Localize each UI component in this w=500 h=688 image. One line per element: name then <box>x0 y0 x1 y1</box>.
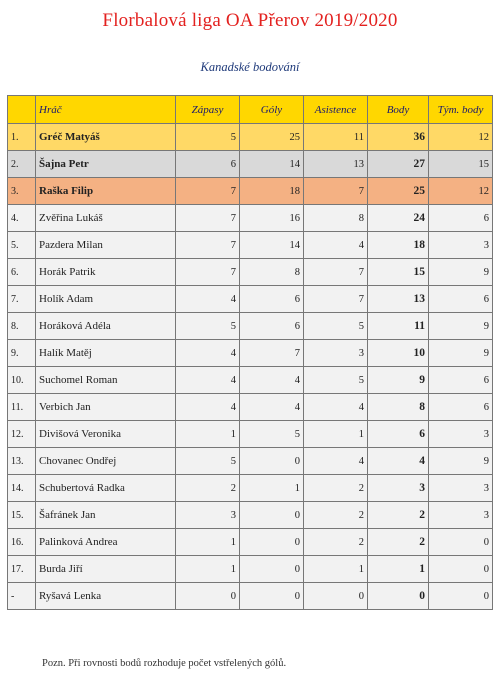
cell-rank: 7. <box>8 286 36 313</box>
cell-points: 6 <box>368 421 429 448</box>
cell-assists: 2 <box>304 475 368 502</box>
cell-goals: 8 <box>240 259 304 286</box>
cell-points: 3 <box>368 475 429 502</box>
cell-matches: 2 <box>176 475 240 502</box>
cell-rank: 4. <box>8 205 36 232</box>
header-player: Hráč <box>36 96 176 124</box>
header-rank <box>8 96 36 124</box>
cell-assists: 2 <box>304 502 368 529</box>
cell-player-name: Burda Jiří <box>36 556 176 583</box>
cell-goals: 18 <box>240 178 304 205</box>
cell-assists: 1 <box>304 421 368 448</box>
cell-rank: 9. <box>8 340 36 367</box>
cell-team-points: 3 <box>429 502 493 529</box>
cell-matches: 1 <box>176 556 240 583</box>
cell-goals: 0 <box>240 583 304 610</box>
cell-goals: 14 <box>240 151 304 178</box>
cell-points: 2 <box>368 502 429 529</box>
cell-assists: 11 <box>304 124 368 151</box>
cell-matches: 4 <box>176 394 240 421</box>
cell-assists: 0 <box>304 583 368 610</box>
cell-goals: 4 <box>240 367 304 394</box>
cell-points: 0 <box>368 583 429 610</box>
cell-points: 4 <box>368 448 429 475</box>
header-points: Body <box>368 96 429 124</box>
cell-points: 11 <box>368 313 429 340</box>
cell-rank: 14. <box>8 475 36 502</box>
cell-player-name: Palinková Andrea <box>36 529 176 556</box>
table-row <box>8 205 493 232</box>
cell-team-points: 9 <box>429 448 493 475</box>
table-row <box>8 340 493 367</box>
table-row <box>8 232 493 259</box>
cell-assists: 7 <box>304 178 368 205</box>
header-assists: Asistence <box>304 96 368 124</box>
table-row <box>8 367 493 394</box>
cell-points: 2 <box>368 529 429 556</box>
cell-goals: 1 <box>240 475 304 502</box>
cell-assists: 2 <box>304 529 368 556</box>
cell-goals: 5 <box>240 421 304 448</box>
cell-team-points: 3 <box>429 232 493 259</box>
table-row <box>8 394 493 421</box>
cell-goals: 6 <box>240 313 304 340</box>
cell-rank: 10. <box>8 367 36 394</box>
cell-player-name: Holík Adam <box>36 286 176 313</box>
cell-player-name: Ryšavá Lenka <box>36 583 176 610</box>
cell-matches: 7 <box>176 178 240 205</box>
cell-matches: 5 <box>176 124 240 151</box>
header-matches: Zápasy <box>176 96 240 124</box>
cell-matches: 1 <box>176 529 240 556</box>
cell-matches: 7 <box>176 205 240 232</box>
cell-points: 13 <box>368 286 429 313</box>
table-row <box>8 151 493 178</box>
cell-assists: 3 <box>304 340 368 367</box>
cell-rank: 13. <box>8 448 36 475</box>
table-row <box>8 583 493 610</box>
cell-player-name: Schubertová Radka <box>36 475 176 502</box>
cell-matches: 1 <box>176 421 240 448</box>
cell-goals: 25 <box>240 124 304 151</box>
cell-assists: 8 <box>304 205 368 232</box>
cell-goals: 16 <box>240 205 304 232</box>
cell-player-name: Pazdera Milan <box>36 232 176 259</box>
footnote: Pozn. Při rovnosti bodů rozhoduje počet vstřelených gólů. <box>42 658 287 669</box>
cell-points: 15 <box>368 259 429 286</box>
table-row <box>8 502 493 529</box>
cell-assists: 7 <box>304 259 368 286</box>
cell-team-points: 3 <box>429 421 493 448</box>
cell-rank: 5. <box>8 232 36 259</box>
cell-player-name: Šajna Petr <box>36 151 176 178</box>
cell-team-points: 9 <box>429 259 493 286</box>
table-row <box>8 475 493 502</box>
cell-rank: 1. <box>8 124 36 151</box>
cell-team-points: 0 <box>429 556 493 583</box>
cell-goals: 6 <box>240 286 304 313</box>
table-row <box>8 313 493 340</box>
cell-player-name: Verbich Jan <box>36 394 176 421</box>
table-header-row <box>8 96 493 124</box>
standings-table <box>7 95 493 610</box>
cell-points: 36 <box>368 124 429 151</box>
cell-points: 27 <box>368 151 429 178</box>
cell-team-points: 9 <box>429 340 493 367</box>
cell-player-name: Šafránek Jan <box>36 502 176 529</box>
cell-matches: 4 <box>176 286 240 313</box>
cell-team-points: 15 <box>429 151 493 178</box>
cell-assists: 7 <box>304 286 368 313</box>
cell-rank: - <box>8 583 36 610</box>
cell-player-name: Divišová Veronika <box>36 421 176 448</box>
cell-points: 18 <box>368 232 429 259</box>
table-row <box>8 421 493 448</box>
cell-matches: 4 <box>176 367 240 394</box>
table-row <box>8 178 493 205</box>
table-row <box>8 556 493 583</box>
table-row <box>8 529 493 556</box>
table-row <box>8 448 493 475</box>
page-subtitle: Kanadské bodování <box>200 60 300 74</box>
cell-player-name: Horáková Adéla <box>36 313 176 340</box>
cell-points: 24 <box>368 205 429 232</box>
cell-rank: 17. <box>8 556 36 583</box>
cell-matches: 7 <box>176 232 240 259</box>
cell-matches: 0 <box>176 583 240 610</box>
cell-assists: 13 <box>304 151 368 178</box>
cell-assists: 1 <box>304 556 368 583</box>
cell-rank: 6. <box>8 259 36 286</box>
cell-player-name: Suchomel Roman <box>36 367 176 394</box>
cell-points: 8 <box>368 394 429 421</box>
cell-goals: 0 <box>240 448 304 475</box>
cell-assists: 4 <box>304 394 368 421</box>
cell-assists: 5 <box>304 367 368 394</box>
header-team-points: Tým. body <box>429 96 493 124</box>
cell-team-points: 6 <box>429 394 493 421</box>
cell-matches: 6 <box>176 151 240 178</box>
cell-team-points: 6 <box>429 286 493 313</box>
cell-goals: 0 <box>240 502 304 529</box>
cell-goals: 0 <box>240 556 304 583</box>
cell-rank: 16. <box>8 529 36 556</box>
cell-goals: 4 <box>240 394 304 421</box>
cell-matches: 3 <box>176 502 240 529</box>
cell-matches: 4 <box>176 340 240 367</box>
cell-rank: 12. <box>8 421 36 448</box>
cell-goals: 14 <box>240 232 304 259</box>
cell-team-points: 12 <box>429 178 493 205</box>
cell-player-name: Horák Patrik <box>36 259 176 286</box>
table-row <box>8 286 493 313</box>
cell-player-name: Gréč Matyáš <box>36 124 176 151</box>
cell-team-points: 9 <box>429 313 493 340</box>
cell-points: 25 <box>368 178 429 205</box>
cell-team-points: 0 <box>429 529 493 556</box>
cell-goals: 7 <box>240 340 304 367</box>
cell-player-name: Halík Matěj <box>36 340 176 367</box>
cell-rank: 3. <box>8 178 36 205</box>
cell-team-points: 6 <box>429 205 493 232</box>
standings-body <box>8 124 493 610</box>
cell-rank: 8. <box>8 313 36 340</box>
cell-assists: 4 <box>304 448 368 475</box>
cell-points: 9 <box>368 367 429 394</box>
table-row <box>8 259 493 286</box>
cell-assists: 4 <box>304 232 368 259</box>
cell-goals: 0 <box>240 529 304 556</box>
cell-team-points: 6 <box>429 367 493 394</box>
cell-matches: 5 <box>176 313 240 340</box>
cell-points: 1 <box>368 556 429 583</box>
cell-matches: 7 <box>176 259 240 286</box>
cell-rank: 2. <box>8 151 36 178</box>
cell-rank: 15. <box>8 502 36 529</box>
cell-rank: 11. <box>8 394 36 421</box>
cell-matches: 5 <box>176 448 240 475</box>
cell-team-points: 12 <box>429 124 493 151</box>
cell-assists: 5 <box>304 313 368 340</box>
cell-player-name: Raška Filip <box>36 178 176 205</box>
cell-team-points: 3 <box>429 475 493 502</box>
cell-points: 10 <box>368 340 429 367</box>
page-title: Florbalová liga OA Přerov 2019/2020 <box>102 10 398 31</box>
table-row <box>8 124 493 151</box>
header-goals: Góly <box>240 96 304 124</box>
cell-team-points: 0 <box>429 583 493 610</box>
cell-player-name: Chovanec Ondřej <box>36 448 176 475</box>
cell-player-name: Zvěřina Lukáš <box>36 205 176 232</box>
